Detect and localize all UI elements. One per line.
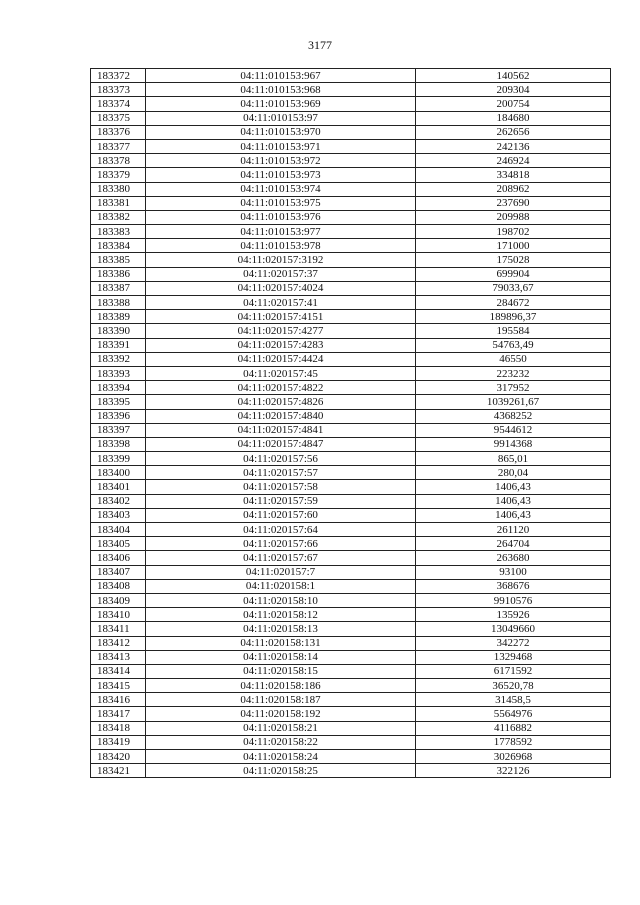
cadastral-number-cell: 04:11:020157:4841 xyxy=(146,423,416,437)
table-row xyxy=(91,650,611,664)
value-cell: 13049660 xyxy=(416,622,611,636)
row-number-cell: 183397 xyxy=(91,423,146,437)
value-cell: 284672 xyxy=(416,296,611,310)
cadastral-number-cell: 04:11:020157:4822 xyxy=(146,381,416,395)
table-row xyxy=(91,125,611,139)
value-cell: 1406,43 xyxy=(416,494,611,508)
value-cell: 242136 xyxy=(416,139,611,153)
cadastral-number-cell: 04:11:020158:25 xyxy=(146,764,416,778)
table-row xyxy=(91,338,611,352)
row-number-cell: 183390 xyxy=(91,324,146,338)
table-row xyxy=(91,551,611,565)
row-number-cell: 183389 xyxy=(91,310,146,324)
cadastral-number-cell: 04:11:020158:14 xyxy=(146,650,416,664)
row-number-cell: 183391 xyxy=(91,338,146,352)
value-cell: 262656 xyxy=(416,125,611,139)
value-cell: 1406,43 xyxy=(416,508,611,522)
row-number-cell: 183374 xyxy=(91,97,146,111)
value-cell: 342272 xyxy=(416,636,611,650)
cadastral-number-cell: 04:11:020157:64 xyxy=(146,523,416,537)
row-number-cell: 183418 xyxy=(91,721,146,735)
cadastral-number-cell: 04:11:020157:59 xyxy=(146,494,416,508)
table-row xyxy=(91,366,611,380)
cadastral-number-cell: 04:11:020157:67 xyxy=(146,551,416,565)
table-row xyxy=(91,565,611,579)
value-cell: 3026968 xyxy=(416,750,611,764)
table-row xyxy=(91,466,611,480)
table-row xyxy=(91,735,611,749)
table-row xyxy=(91,679,611,693)
row-number-cell: 183383 xyxy=(91,225,146,239)
row-number-cell: 183392 xyxy=(91,352,146,366)
page-number: 3177 xyxy=(308,38,332,52)
value-cell: 261120 xyxy=(416,523,611,537)
row-number-cell: 183387 xyxy=(91,281,146,295)
row-number-cell: 183407 xyxy=(91,565,146,579)
cadastral-number-cell: 04:11:020158:24 xyxy=(146,750,416,764)
row-number-cell: 183416 xyxy=(91,693,146,707)
table-row xyxy=(91,168,611,182)
registry-table xyxy=(90,68,611,778)
row-number-cell: 183413 xyxy=(91,650,146,664)
table-row xyxy=(91,196,611,210)
cadastral-number-cell: 04:11:020157:41 xyxy=(146,296,416,310)
row-number-cell: 183385 xyxy=(91,253,146,267)
table-row xyxy=(91,452,611,466)
value-cell: 36520,78 xyxy=(416,679,611,693)
value-cell: 368676 xyxy=(416,579,611,593)
table-row xyxy=(91,409,611,423)
cadastral-number-cell: 04:11:020157:4151 xyxy=(146,310,416,324)
cadastral-number-cell: 04:11:020157:57 xyxy=(146,466,416,480)
table-row xyxy=(91,352,611,366)
table-row xyxy=(91,97,611,111)
row-number-cell: 183382 xyxy=(91,210,146,224)
row-number-cell: 183412 xyxy=(91,636,146,650)
value-cell: 140562 xyxy=(416,69,611,83)
cadastral-number-cell: 04:11:020158:10 xyxy=(146,593,416,607)
table-row xyxy=(91,154,611,168)
value-cell: 1406,43 xyxy=(416,480,611,494)
row-number-cell: 183405 xyxy=(91,537,146,551)
row-number-cell: 183380 xyxy=(91,182,146,196)
cadastral-number-cell: 04:11:010153:969 xyxy=(146,97,416,111)
cadastral-number-cell: 04:11:020157:4424 xyxy=(146,352,416,366)
row-number-cell: 183384 xyxy=(91,239,146,253)
value-cell: 189896,37 xyxy=(416,310,611,324)
cadastral-number-cell: 04:11:020158:192 xyxy=(146,707,416,721)
row-number-cell: 183400 xyxy=(91,466,146,480)
value-cell: 317952 xyxy=(416,381,611,395)
row-number-cell: 183372 xyxy=(91,69,146,83)
value-cell: 223232 xyxy=(416,366,611,380)
value-cell: 6171592 xyxy=(416,664,611,678)
value-cell: 195584 xyxy=(416,324,611,338)
value-cell: 46550 xyxy=(416,352,611,366)
table-row xyxy=(91,636,611,650)
row-number-cell: 183419 xyxy=(91,735,146,749)
value-cell: 280,04 xyxy=(416,466,611,480)
cadastral-number-cell: 04:11:010153:976 xyxy=(146,210,416,224)
value-cell: 184680 xyxy=(416,111,611,125)
row-number-cell: 183406 xyxy=(91,551,146,565)
table-row xyxy=(91,523,611,537)
cadastral-number-cell: 04:11:020157:4283 xyxy=(146,338,416,352)
value-cell: 79033,67 xyxy=(416,281,611,295)
table-body xyxy=(91,69,611,778)
row-number-cell: 183378 xyxy=(91,154,146,168)
cadastral-number-cell: 04:11:020157:4024 xyxy=(146,281,416,295)
cadastral-number-cell: 04:11:020157:58 xyxy=(146,480,416,494)
cadastral-number-cell: 04:11:020157:66 xyxy=(146,537,416,551)
cadastral-number-cell: 04:11:020158:13 xyxy=(146,622,416,636)
table-row xyxy=(91,537,611,551)
row-number-cell: 183386 xyxy=(91,267,146,281)
value-cell: 200754 xyxy=(416,97,611,111)
value-cell: 246924 xyxy=(416,154,611,168)
cadastral-number-cell: 04:11:020157:3192 xyxy=(146,253,416,267)
table-row xyxy=(91,296,611,310)
cadastral-number-cell: 04:11:020158:21 xyxy=(146,721,416,735)
cadastral-number-cell: 04:11:010153:975 xyxy=(146,196,416,210)
value-cell: 1329468 xyxy=(416,650,611,664)
cadastral-number-cell: 04:11:020157:4847 xyxy=(146,437,416,451)
row-number-cell: 183376 xyxy=(91,125,146,139)
cadastral-number-cell: 04:11:020158:1 xyxy=(146,579,416,593)
row-number-cell: 183396 xyxy=(91,409,146,423)
row-number-cell: 183408 xyxy=(91,579,146,593)
value-cell: 1778592 xyxy=(416,735,611,749)
table-row xyxy=(91,210,611,224)
table-row xyxy=(91,622,611,636)
table-row xyxy=(91,253,611,267)
table-row xyxy=(91,182,611,196)
row-number-cell: 183393 xyxy=(91,366,146,380)
table-row xyxy=(91,707,611,721)
row-number-cell: 183398 xyxy=(91,437,146,451)
table-row xyxy=(91,324,611,338)
value-cell: 264704 xyxy=(416,537,611,551)
table-row xyxy=(91,494,611,508)
cadastral-number-cell: 04:11:020158:12 xyxy=(146,608,416,622)
cadastral-number-cell: 04:11:020158:186 xyxy=(146,679,416,693)
table-row xyxy=(91,480,611,494)
cadastral-number-cell: 04:11:020157:4277 xyxy=(146,324,416,338)
table-row xyxy=(91,664,611,678)
cadastral-number-cell: 04:11:010153:972 xyxy=(146,154,416,168)
row-number-cell: 183381 xyxy=(91,196,146,210)
cadastral-number-cell: 04:11:010153:970 xyxy=(146,125,416,139)
cadastral-number-cell: 04:11:020158:22 xyxy=(146,735,416,749)
cadastral-number-cell: 04:11:010153:967 xyxy=(146,69,416,83)
row-number-cell: 183375 xyxy=(91,111,146,125)
value-cell: 175028 xyxy=(416,253,611,267)
value-cell: 93100 xyxy=(416,565,611,579)
table-row xyxy=(91,267,611,281)
cadastral-number-cell: 04:11:020157:56 xyxy=(146,452,416,466)
row-number-cell: 183388 xyxy=(91,296,146,310)
table-row xyxy=(91,693,611,707)
row-number-cell: 183395 xyxy=(91,395,146,409)
table-row xyxy=(91,608,611,622)
row-number-cell: 183417 xyxy=(91,707,146,721)
cadastral-number-cell: 04:11:020157:60 xyxy=(146,508,416,522)
row-number-cell: 183379 xyxy=(91,168,146,182)
table-row xyxy=(91,508,611,522)
cadastral-number-cell: 04:11:010153:97 xyxy=(146,111,416,125)
cadastral-number-cell: 04:11:010153:971 xyxy=(146,139,416,153)
cadastral-number-cell: 04:11:010153:968 xyxy=(146,83,416,97)
cadastral-number-cell: 04:11:010153:973 xyxy=(146,168,416,182)
cadastral-number-cell: 04:11:020157:45 xyxy=(146,366,416,380)
value-cell: 334818 xyxy=(416,168,611,182)
value-cell: 209304 xyxy=(416,83,611,97)
row-number-cell: 183402 xyxy=(91,494,146,508)
value-cell: 135926 xyxy=(416,608,611,622)
table-row xyxy=(91,423,611,437)
row-number-cell: 183404 xyxy=(91,523,146,537)
value-cell: 9914368 xyxy=(416,437,611,451)
value-cell: 322126 xyxy=(416,764,611,778)
cadastral-number-cell: 04:11:020158:187 xyxy=(146,693,416,707)
table-row xyxy=(91,381,611,395)
row-number-cell: 183415 xyxy=(91,679,146,693)
row-number-cell: 183373 xyxy=(91,83,146,97)
cadastral-number-cell: 04:11:010153:974 xyxy=(146,182,416,196)
cadastral-number-cell: 04:11:010153:978 xyxy=(146,239,416,253)
value-cell: 4368252 xyxy=(416,409,611,423)
table-row xyxy=(91,239,611,253)
value-cell: 209988 xyxy=(416,210,611,224)
value-cell: 171000 xyxy=(416,239,611,253)
cadastral-number-cell: 04:11:020157:7 xyxy=(146,565,416,579)
value-cell: 198702 xyxy=(416,225,611,239)
cadastral-number-cell: 04:11:020157:4840 xyxy=(146,409,416,423)
row-number-cell: 183420 xyxy=(91,750,146,764)
table-row xyxy=(91,111,611,125)
row-number-cell: 183401 xyxy=(91,480,146,494)
table-row xyxy=(91,281,611,295)
table-row xyxy=(91,579,611,593)
table-row xyxy=(91,395,611,409)
cadastral-number-cell: 04:11:020158:15 xyxy=(146,664,416,678)
value-cell: 699904 xyxy=(416,267,611,281)
table-row xyxy=(91,310,611,324)
cadastral-number-cell: 04:11:020157:37 xyxy=(146,267,416,281)
table-row xyxy=(91,69,611,83)
cadastral-number-cell: 04:11:020158:131 xyxy=(146,636,416,650)
cadastral-number-cell: 04:11:020157:4826 xyxy=(146,395,416,409)
value-cell: 263680 xyxy=(416,551,611,565)
value-cell: 1039261,67 xyxy=(416,395,611,409)
table-row xyxy=(91,139,611,153)
row-number-cell: 183410 xyxy=(91,608,146,622)
row-number-cell: 183377 xyxy=(91,139,146,153)
table-row xyxy=(91,764,611,778)
row-number-cell: 183411 xyxy=(91,622,146,636)
value-cell: 9544612 xyxy=(416,423,611,437)
value-cell: 5564976 xyxy=(416,707,611,721)
table-row xyxy=(91,83,611,97)
value-cell: 54763,49 xyxy=(416,338,611,352)
row-number-cell: 183403 xyxy=(91,508,146,522)
value-cell: 31458,5 xyxy=(416,693,611,707)
value-cell: 4116882 xyxy=(416,721,611,735)
value-cell: 208962 xyxy=(416,182,611,196)
value-cell: 237690 xyxy=(416,196,611,210)
table-row xyxy=(91,721,611,735)
table-row xyxy=(91,593,611,607)
row-number-cell: 183414 xyxy=(91,664,146,678)
table-row xyxy=(91,437,611,451)
row-number-cell: 183421 xyxy=(91,764,146,778)
table-row xyxy=(91,225,611,239)
row-number-cell: 183394 xyxy=(91,381,146,395)
value-cell: 865,01 xyxy=(416,452,611,466)
value-cell: 9910576 xyxy=(416,593,611,607)
table-row xyxy=(91,750,611,764)
row-number-cell: 183409 xyxy=(91,593,146,607)
cadastral-number-cell: 04:11:010153:977 xyxy=(146,225,416,239)
row-number-cell: 183399 xyxy=(91,452,146,466)
